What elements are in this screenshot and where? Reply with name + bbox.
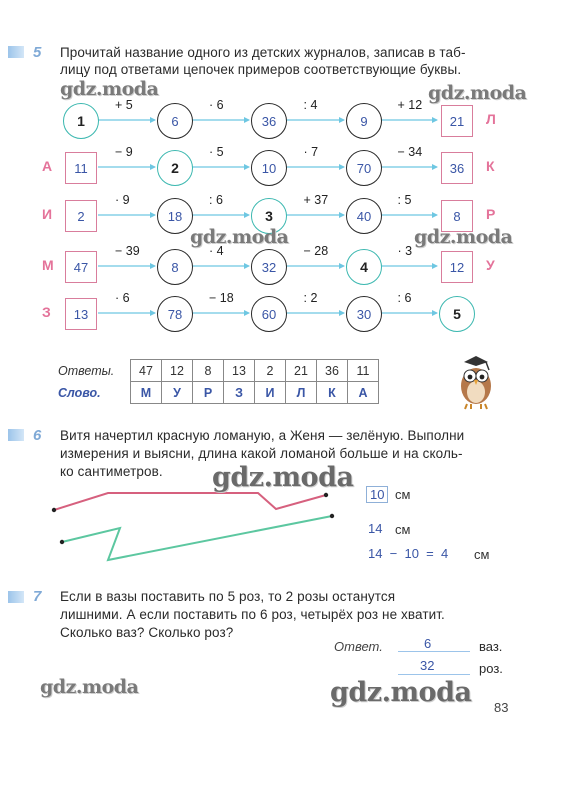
answer-cell: 13	[224, 360, 255, 382]
word-letter-cell: И	[255, 382, 286, 404]
operation-label: · 4	[209, 244, 224, 258]
row-end-letter: Р	[486, 206, 496, 222]
word-label: Слово.	[58, 385, 101, 400]
chain-arrow	[381, 163, 440, 171]
chain-arrow	[286, 309, 347, 317]
node-value: 40	[356, 208, 372, 224]
word-letter-cell: Л	[286, 382, 317, 404]
chain-arrow	[381, 116, 440, 124]
operation-label: : 6	[397, 291, 412, 305]
watermark: gdz.moda	[212, 462, 354, 493]
operation-label: + 5	[115, 98, 133, 112]
chain-arrow	[286, 163, 347, 171]
node-value: 47	[73, 259, 89, 275]
broken-lines-figure	[40, 480, 350, 580]
chain-box	[65, 298, 97, 330]
chain-arrow	[192, 163, 252, 171]
chain-circle	[157, 198, 193, 234]
node-value: 9	[360, 113, 368, 129]
chain-arrow	[192, 309, 252, 317]
watermark: gdz.moda	[330, 677, 472, 708]
operation-label: · 7	[303, 145, 319, 159]
task-6-text-line1: Витя начертил красную ломаную, а Женя — зелёную. Выполни	[60, 428, 465, 443]
word-letter-cell: К	[317, 382, 348, 404]
word-letter-cell: М	[131, 382, 162, 404]
chain-box	[441, 251, 473, 283]
chain-arrow	[381, 211, 440, 219]
red-length-value: 10	[366, 486, 388, 503]
row-end-letter: К	[486, 158, 495, 174]
node-value: 13	[73, 306, 89, 322]
operation-label: − 9	[115, 145, 133, 159]
watermark: gdz.moda	[60, 78, 159, 100]
node-value: 8	[453, 208, 461, 224]
answer-cell: 11	[348, 360, 379, 382]
chain-arrow	[192, 211, 252, 219]
task-7-number: 7	[33, 588, 42, 605]
chain-arrow	[98, 116, 158, 124]
answer-cell: 36	[317, 360, 348, 382]
watermark: gdz.moda	[428, 82, 527, 104]
watermark: gdz.moda	[40, 676, 139, 698]
word-letter-cell: У	[162, 382, 193, 404]
chain-circle	[346, 198, 382, 234]
answer-label: Ответ.	[334, 639, 383, 654]
answer-cell: 21	[286, 360, 317, 382]
operation-label: : 4	[303, 98, 318, 112]
vases-value: 6	[424, 636, 432, 651]
red-length-unit: см	[395, 487, 411, 502]
answers-label: Ответы.	[58, 363, 115, 378]
operation-label: · 6	[115, 291, 130, 305]
chain-circle	[251, 150, 287, 186]
difference-equation: 14 − 10 = 4	[368, 546, 449, 561]
green-length-value: 14	[368, 521, 383, 536]
task-flag-icon	[8, 46, 24, 58]
row-letter: А	[42, 158, 53, 174]
task-6-text-line3: ко сантиметров.	[60, 464, 163, 479]
vases-unit: ваз.	[479, 639, 503, 654]
roses-answer-line	[398, 674, 470, 675]
chain-box	[441, 152, 473, 184]
chain-circle	[251, 249, 287, 285]
owl-icon	[452, 352, 500, 410]
node-value: 32	[261, 259, 277, 275]
chain-box	[65, 152, 97, 184]
chain-arrow	[286, 211, 347, 219]
row-letter: З	[42, 304, 51, 320]
answer-cell: 47	[131, 360, 162, 382]
chain-arrow	[98, 262, 158, 270]
page-number: 83	[494, 700, 509, 715]
node-value: 8	[171, 259, 179, 275]
chain-circle	[346, 103, 382, 139]
red-broken-line	[54, 493, 326, 510]
chain-circle	[346, 249, 382, 285]
node-value: 36	[261, 113, 277, 129]
chain-arrow	[381, 309, 440, 317]
chain-circle	[251, 103, 287, 139]
task-7-text-line1: Если в вазы поставить по 5 роз, то 2 розы останутся	[60, 589, 396, 604]
chain-circle	[157, 296, 193, 332]
node-value: 6	[171, 113, 179, 129]
node-value: 60	[261, 306, 277, 322]
answer-cell: 2	[255, 360, 286, 382]
watermark: gdz.moda	[190, 226, 289, 248]
task-6-text-line2: измерения и выясни, длина какой ломаной больше и на сколь-	[60, 446, 463, 461]
node-value: 3	[265, 208, 273, 224]
task-5-text-line2: лицу под ответами цепочек примеров соответствующие буквы.	[60, 62, 462, 77]
word-letter-cell: А	[348, 382, 379, 404]
node-value: 78	[167, 306, 183, 322]
answers-table	[58, 359, 379, 404]
operation-label: + 12	[397, 98, 423, 112]
answer-cell: 12	[162, 360, 193, 382]
node-value: 2	[77, 208, 85, 224]
chain-arrow	[192, 262, 252, 270]
chain-arrow	[192, 116, 252, 124]
node-value: 10	[261, 160, 277, 176]
operation-label: · 6	[209, 98, 224, 112]
row-letter: И	[42, 206, 53, 222]
node-value: 30	[356, 306, 372, 322]
operation-label: + 37	[303, 193, 329, 207]
task-flag-icon	[8, 591, 24, 603]
chain-box	[65, 251, 97, 283]
task-5-text-line1: Прочитай название одного из детских журналов, записав в таб-	[60, 45, 466, 60]
node-value: 1	[77, 113, 85, 129]
row-letter: М	[42, 257, 54, 273]
answer-cell: 8	[193, 360, 224, 382]
node-value: 12	[449, 259, 465, 275]
chain-arrow	[381, 262, 440, 270]
green-broken-line	[62, 516, 332, 560]
operation-label: : 6	[209, 193, 223, 207]
operation-label: : 5	[397, 193, 412, 207]
operation-label: · 9	[115, 193, 130, 207]
chain-arrow	[98, 211, 158, 219]
task-5-number: 5	[33, 44, 42, 61]
task-7-text-line3: Сколько ваз? Сколько роз?	[60, 625, 234, 640]
node-value: 11	[74, 160, 88, 176]
node-value: 21	[449, 113, 465, 129]
operation-label: · 5	[209, 145, 224, 159]
node-value: 4	[360, 259, 368, 275]
chain-arrow	[98, 163, 158, 171]
chain-circle	[251, 296, 287, 332]
operation-label: − 18	[209, 291, 234, 305]
task-7-text-line2: лишними. А если поставить по 6 роз, четырёх роз не хватит.	[60, 607, 445, 622]
vases-answer-line	[398, 651, 470, 652]
chain-circle	[346, 150, 382, 186]
green-length-unit: см	[395, 522, 411, 537]
operation-label: − 28	[303, 244, 329, 258]
chain-arrow	[286, 116, 347, 124]
task-flag-icon	[8, 429, 24, 441]
word-letter-cell: З	[224, 382, 255, 404]
operation-label: · 3	[397, 244, 413, 258]
roses-unit: роз.	[479, 661, 503, 676]
operation-label: − 39	[115, 244, 140, 258]
chain-circle	[157, 249, 193, 285]
chain-circle	[63, 103, 99, 139]
chain-arrow	[98, 309, 158, 317]
node-value: 18	[167, 208, 183, 224]
word-letter-cell: Р	[193, 382, 224, 404]
node-value: 70	[356, 160, 372, 176]
row-end-letter: У	[486, 257, 495, 273]
node-value: 5	[453, 306, 461, 322]
operation-label: : 2	[303, 291, 318, 305]
chain-box	[65, 200, 97, 232]
chain-circle	[346, 296, 382, 332]
difference-unit: см	[474, 547, 490, 562]
row-end-letter: Л	[486, 111, 496, 127]
task-6-number: 6	[33, 427, 42, 444]
chain-circle	[157, 103, 193, 139]
roses-value: 32	[420, 658, 435, 673]
watermark: gdz.moda	[414, 226, 513, 248]
chain-box	[441, 105, 473, 137]
node-value: 36	[449, 160, 465, 176]
chain-circle	[439, 296, 475, 332]
chain-circle	[157, 150, 193, 186]
chain-arrow	[286, 262, 347, 270]
operation-label: − 34	[397, 145, 423, 159]
node-value: 2	[171, 160, 179, 176]
